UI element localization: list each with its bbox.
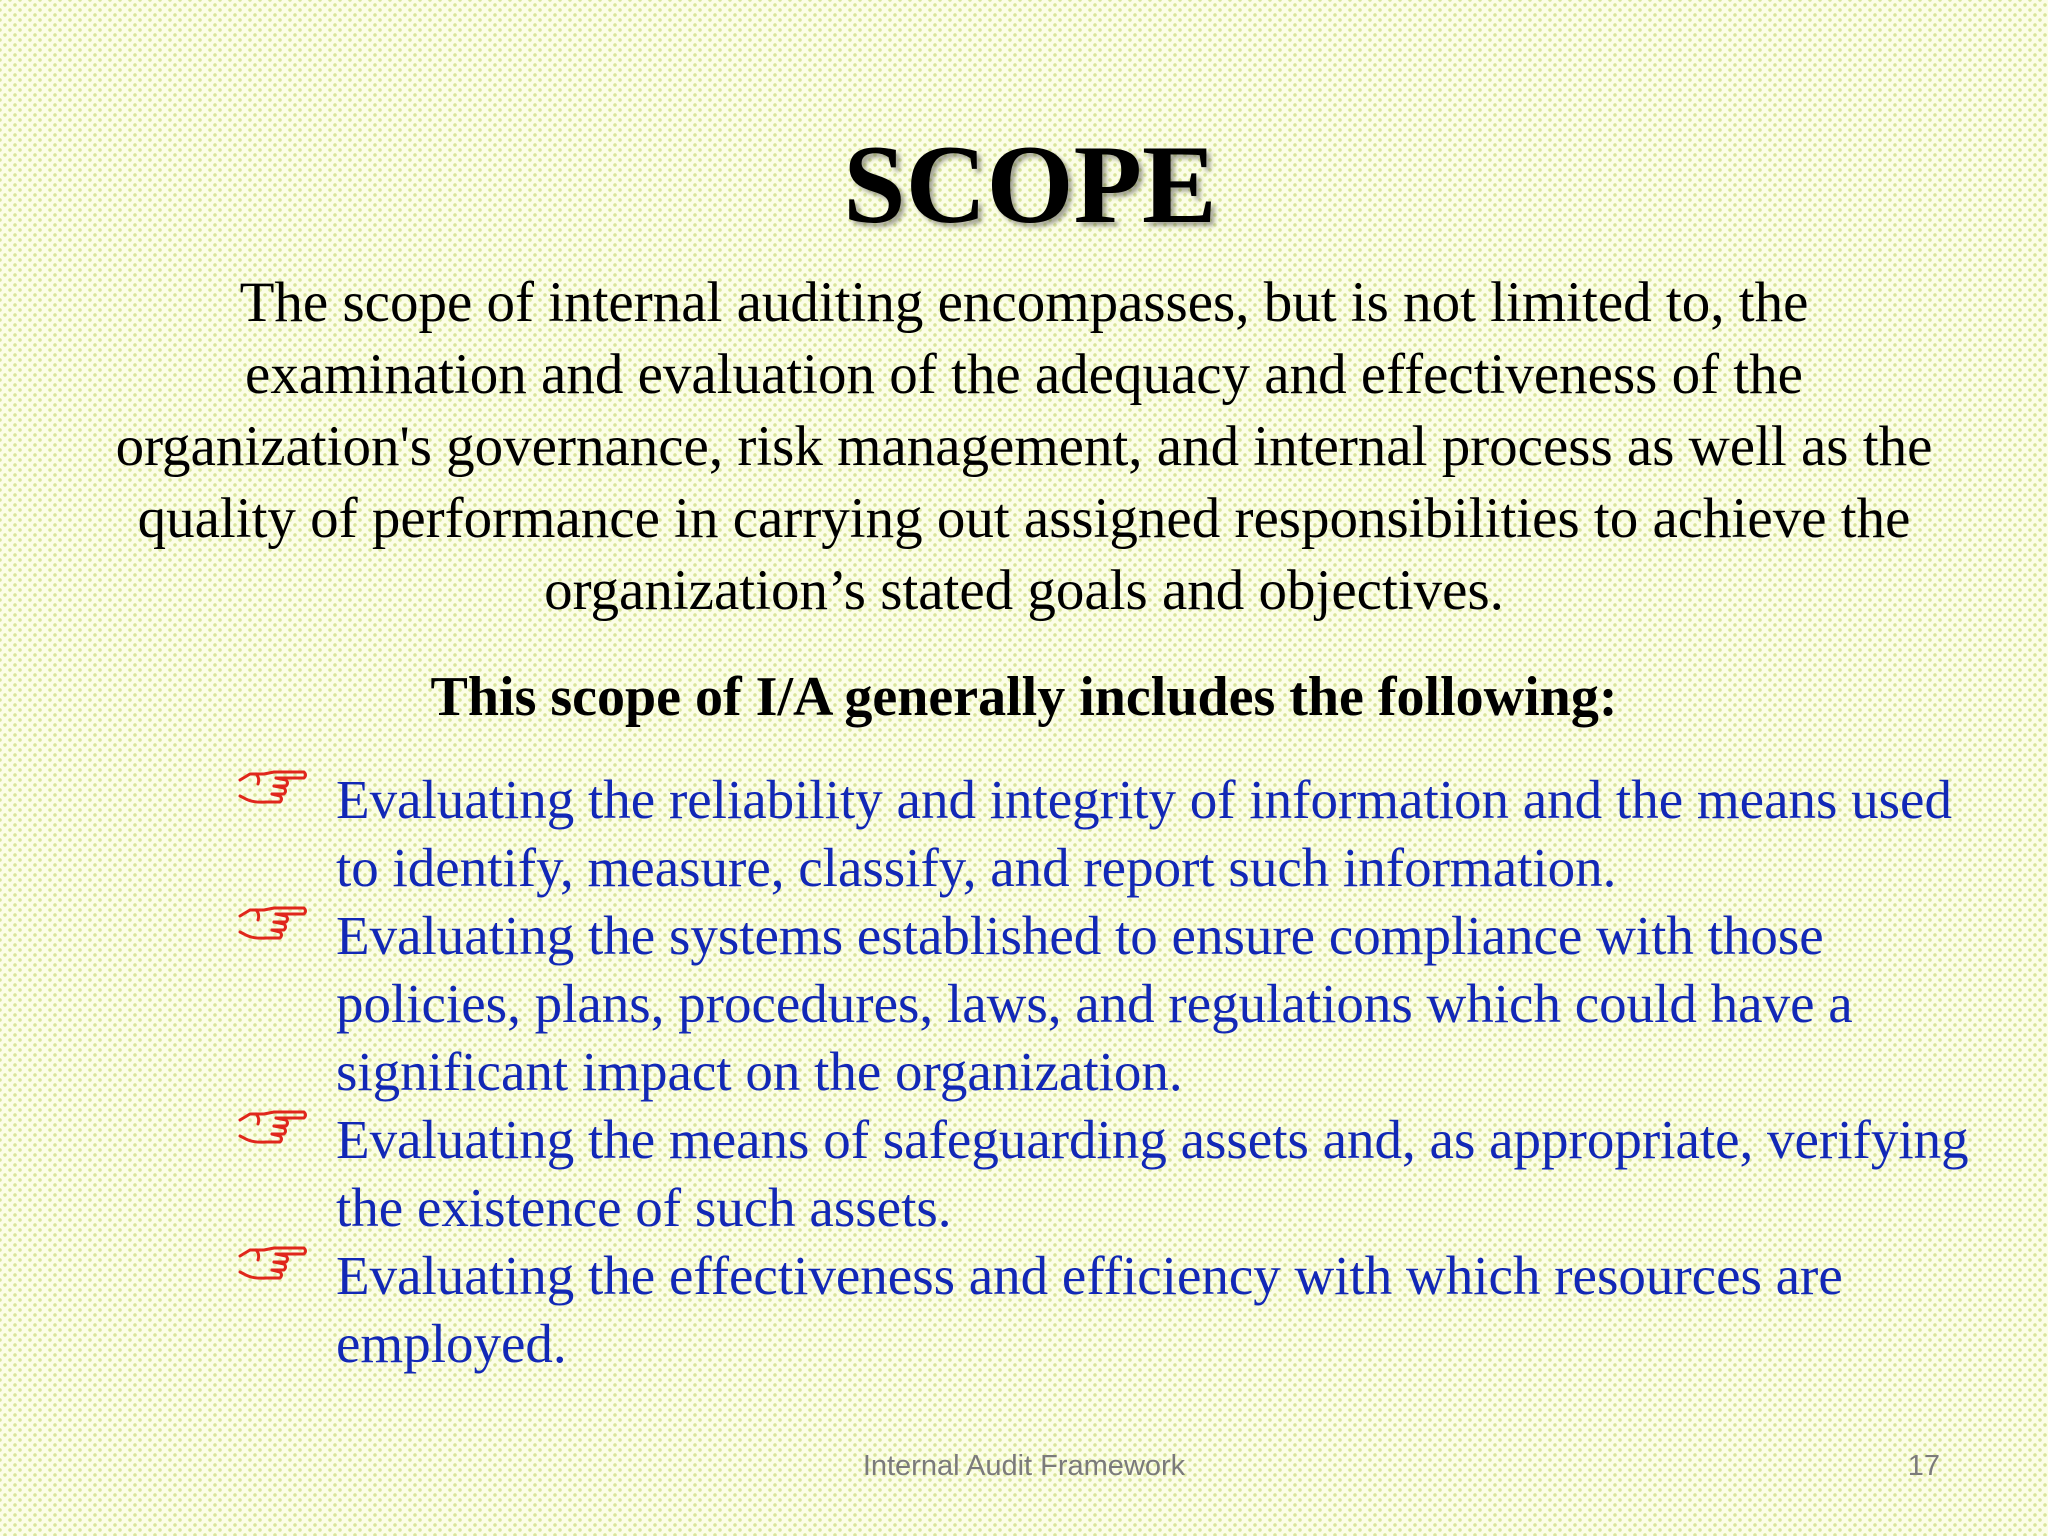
pointing-hand-icon — [236, 1106, 308, 1154]
list-item — [0, 766, 2048, 902]
scope-list — [0, 766, 2048, 1378]
pointing-hand-icon — [236, 1242, 308, 1290]
list-item-text: Evaluating the reliability and integrity of information and the means used to identify, measure, classify, and report such information. — [336, 769, 1952, 898]
intro-paragraph: The scope of internal auditing encompasses, but is not limited to, the examination and evaluation of the adequacy and effectiveness of the organization's governance, risk management, and internal process as well as the quality of performance in carrying out assigned responsibilities to achieve the organization’s stated goals and objectives. — [115, 271, 1933, 622]
list-item — [0, 902, 2048, 1106]
list-heading: This scope of I/A generally includes the following: — [430, 666, 1618, 728]
list-item — [0, 1106, 2048, 1242]
pointing-hand-icon — [236, 766, 308, 814]
list-item-text: Evaluating the systems established to ensure compliance with those policies, plans, procedures, laws, and regulations which could have a significant impact on the organization. — [336, 905, 1853, 1102]
list-item — [0, 1242, 2048, 1378]
footer-title: Internal Audit Framework — [862, 1450, 1186, 1482]
pointing-hand-icon — [236, 902, 308, 950]
list-item-text: Evaluating the effectiveness and efficiency with which resources are employed. — [336, 1245, 1843, 1374]
slide-title: SCOPE — [843, 123, 1217, 247]
page-number: 17 — [1907, 1450, 1940, 1482]
list-item-text: Evaluating the means of safeguarding assets and, as appropriate, verifying the existence of such assets. — [336, 1109, 1969, 1238]
